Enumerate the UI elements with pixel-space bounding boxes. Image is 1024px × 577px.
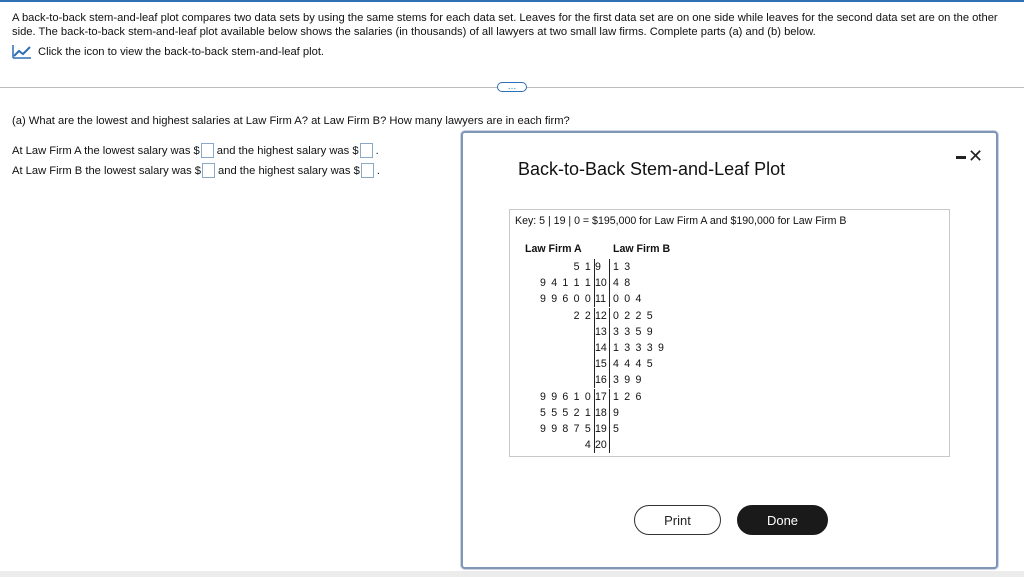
header-law-firm-a: Law Firm A bbox=[525, 243, 582, 255]
firm-b-leaves: 9 bbox=[613, 406, 621, 419]
firm-a-period: . bbox=[375, 144, 379, 157]
firm-a-high-label: and the highest salary was $ bbox=[216, 144, 359, 157]
firm-b-answer-row bbox=[12, 163, 380, 178]
firm-b-leaves: 1 3 bbox=[613, 261, 632, 273]
plot-row bbox=[510, 291, 810, 307]
stem-divider-right bbox=[609, 275, 610, 291]
firm-b-leaves: 0 0 4 bbox=[613, 293, 643, 306]
stem-divider-right bbox=[609, 389, 610, 405]
firm-a-low-label: At Law Firm A the lowest salary was $ bbox=[12, 144, 200, 157]
top-accent-line bbox=[0, 0, 1024, 2]
minimize-icon[interactable] bbox=[956, 156, 966, 159]
plot-row bbox=[510, 372, 810, 388]
header-law-firm-b: Law Firm B bbox=[613, 243, 671, 255]
firm-a-leaves: 5 1 bbox=[573, 261, 592, 273]
view-plot-link[interactable] bbox=[12, 44, 324, 59]
firm-b-leaves: 3 3 5 9 bbox=[613, 325, 654, 338]
done-button[interactable]: Done bbox=[737, 505, 828, 535]
firm-b-leaves: 4 4 4 5 bbox=[613, 358, 654, 371]
firm-b-period: . bbox=[376, 164, 380, 177]
stem-value: 10 bbox=[595, 277, 607, 290]
stem-divider-right bbox=[609, 405, 610, 421]
stem-value: 18 bbox=[595, 406, 607, 419]
firm-b-leaves: 0 2 2 5 bbox=[613, 309, 654, 322]
firm-a-leaves: 9 4 1 1 1 bbox=[539, 277, 592, 290]
intro-text: A back-to-back stem-and-leaf plot compares two data sets by using the same stems for each data set. Leaves for the first data set are on one side while leaves for the second data set are on the other side. The back-to-back stem-and-leaf plot available below shows the salaries (in thousands) of all lawyers at two small law firms. Complete parts (a) and (b) below. bbox=[12, 12, 998, 38]
stem-value: 16 bbox=[595, 374, 607, 387]
plot-row bbox=[510, 275, 810, 291]
firm-a-leaves: 4 bbox=[584, 439, 592, 452]
firm-b-leaves: 5 bbox=[613, 423, 621, 435]
firm-b-low-input[interactable] bbox=[202, 163, 215, 178]
firm-a-answer-row bbox=[12, 143, 379, 158]
plot-row bbox=[510, 308, 810, 324]
close-icon[interactable]: ✕ bbox=[968, 146, 984, 166]
firm-a-leaves: 5 5 5 2 1 bbox=[539, 406, 592, 419]
firm-a-low-input[interactable] bbox=[201, 143, 214, 158]
plot-key: Key: 5 | 19 | 0 = $195,000 for Law Firm A and $190,000 for Law Firm B bbox=[515, 215, 847, 227]
plot-row bbox=[510, 340, 810, 356]
stem-divider-right bbox=[609, 421, 610, 437]
firm-a-leaves: 2 2 bbox=[573, 309, 592, 322]
chart-icon[interactable] bbox=[12, 44, 32, 59]
plot-row bbox=[510, 421, 810, 437]
firm-b-leaves: 3 9 9 bbox=[613, 374, 643, 387]
stem-value: 15 bbox=[595, 358, 607, 371]
stem-divider-right bbox=[609, 340, 610, 356]
plot-row bbox=[510, 356, 810, 372]
firm-b-leaves: 4 8 bbox=[613, 277, 632, 290]
plot-row bbox=[510, 259, 810, 275]
firm-b-leaves: 1 2 6 bbox=[613, 390, 643, 403]
print-button[interactable]: Print bbox=[634, 505, 721, 535]
plot-row bbox=[510, 324, 810, 340]
plot-row bbox=[510, 437, 810, 453]
bottom-bar bbox=[0, 571, 1024, 577]
stem-value: 20 bbox=[595, 439, 607, 452]
stem-value: 19 bbox=[595, 423, 607, 435]
firm-b-low-label: At Law Firm B the lowest salary was $ bbox=[12, 164, 202, 177]
stem-value: 9 bbox=[595, 261, 601, 273]
stem-divider-right bbox=[609, 291, 610, 307]
firm-b-high-input[interactable] bbox=[361, 163, 374, 178]
plot-row bbox=[510, 389, 810, 405]
firm-a-leaves: 9 9 6 0 0 bbox=[539, 293, 592, 306]
stem-divider-right bbox=[609, 259, 610, 275]
firm-a-leaves: 9 9 6 1 0 bbox=[539, 390, 592, 403]
stem-value: 12 bbox=[595, 309, 607, 322]
stem-divider-right bbox=[609, 437, 610, 453]
firm-b-leaves: 1 3 3 3 9 bbox=[613, 342, 666, 354]
stem-value: 17 bbox=[595, 390, 607, 403]
stem-leaf-modal bbox=[461, 131, 998, 569]
stem-value: 11 bbox=[595, 293, 606, 306]
stem-value: 14 bbox=[595, 342, 607, 354]
expand-more-button[interactable]: … bbox=[497, 82, 527, 92]
stem-divider-right bbox=[609, 324, 610, 340]
view-plot-link-text[interactable]: Click the icon to view the back-to-back stem-and-leaf plot. bbox=[38, 45, 325, 58]
plot-row bbox=[510, 405, 810, 421]
firm-a-high-input[interactable] bbox=[360, 143, 373, 158]
stem-divider-right bbox=[609, 308, 610, 324]
stem-divider-right bbox=[609, 356, 610, 372]
stem-leaf-plot bbox=[509, 209, 950, 457]
firm-a-leaves: 9 9 8 7 5 bbox=[539, 423, 592, 435]
question-a: (a) What are the lowest and highest salaries at Law Firm A? at Law Firm B? How many lawyers are in each firm? bbox=[12, 115, 570, 127]
stem-divider-right bbox=[609, 372, 610, 388]
stem-value: 13 bbox=[595, 325, 607, 338]
firm-b-high-label: and the highest salary was $ bbox=[218, 164, 360, 177]
modal-title: Back-to-Back Stem-and-Leaf Plot bbox=[518, 159, 786, 179]
